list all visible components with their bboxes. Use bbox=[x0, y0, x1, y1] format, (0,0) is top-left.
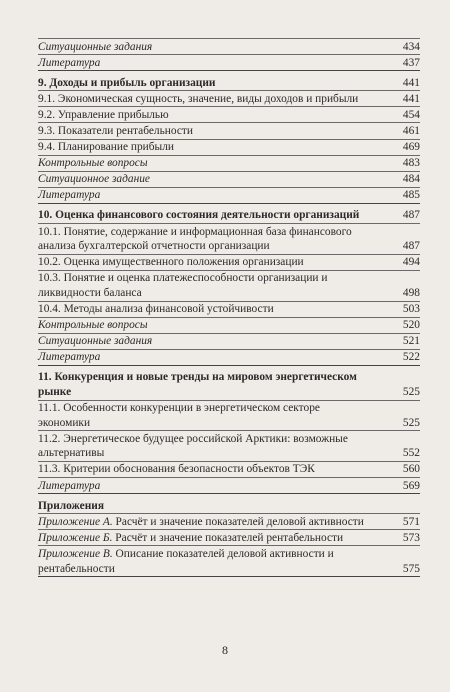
toc-entry-title: 10.2. Оценка имущественного положения организации bbox=[38, 256, 304, 269]
toc-entry-page: 484 bbox=[402, 173, 420, 186]
toc-entry bbox=[38, 156, 420, 172]
toc-entry-page: 487 bbox=[402, 240, 420, 253]
toc-entry bbox=[38, 188, 420, 204]
toc-entry-page: 521 bbox=[402, 335, 420, 348]
toc-entry-title: 9.1. Экономическая сущность, значение, виды доходов и прибыли bbox=[38, 92, 359, 105]
toc-entry-title: Приложение В. Описание показателей деловой активности и рентабельности bbox=[38, 547, 334, 575]
toc-entry bbox=[38, 478, 420, 494]
toc-entry-page: 498 bbox=[402, 286, 420, 299]
toc-entry-title: Литература bbox=[38, 351, 101, 364]
toc-entry-title: 10.4. Методы анализа финансовой устойчивости bbox=[38, 303, 274, 315]
toc-entry-title: Ситуационные задания bbox=[38, 40, 153, 53]
toc-entry bbox=[38, 401, 420, 432]
toc-entry bbox=[38, 107, 420, 123]
toc-entry bbox=[38, 55, 420, 71]
toc-entry-title: 9.3. Показатели рентабельности bbox=[38, 124, 193, 137]
toc-chapter-heading bbox=[38, 75, 420, 91]
toc-entry-title: Приложение А. Расчёт и значение показателей деловой активности bbox=[38, 515, 364, 528]
toc-entry-title: 11.2. Энергетическое будущее российской Арктики: возможные альтернативы bbox=[38, 432, 348, 460]
toc-entry bbox=[38, 255, 420, 271]
toc-entry bbox=[38, 350, 420, 366]
toc-entry-title: 10.3. Понятие и оценка платежеспособности организации и ликвидности баланса bbox=[38, 272, 328, 299]
toc-entry-page: 487 bbox=[402, 209, 420, 222]
toc-entry-page: 434 bbox=[402, 40, 420, 53]
toc-entry bbox=[38, 546, 420, 577]
page-number: 8 bbox=[222, 643, 228, 657]
toc-entry-title: 9.4. Планирование прибыли bbox=[38, 141, 174, 154]
toc-entry-title: 9.2. Управление прибылью bbox=[38, 108, 169, 121]
toc-entry bbox=[38, 530, 420, 546]
toc-entry-page: 569 bbox=[402, 479, 420, 492]
toc-entry-title: Литература bbox=[38, 479, 101, 492]
toc-entry-page: 454 bbox=[402, 108, 420, 121]
toc-entry-page: 483 bbox=[402, 157, 420, 170]
toc-entry-page: 522 bbox=[402, 351, 420, 364]
toc-entry-title: Приложения bbox=[38, 499, 105, 512]
toc-entry bbox=[38, 462, 420, 478]
toc-entry-page: 461 bbox=[402, 124, 420, 137]
toc-chapter-heading bbox=[38, 208, 420, 224]
toc-entry-title: Ситуационное задание bbox=[38, 173, 150, 186]
toc-entry bbox=[38, 318, 420, 334]
toc-entry-page: 573 bbox=[402, 531, 420, 544]
toc-entry-title: Контрольные вопросы bbox=[38, 319, 148, 332]
toc-chapter-heading bbox=[38, 498, 420, 514]
toc-entry-title: Литература bbox=[38, 56, 101, 69]
toc-entry-page: 525 bbox=[402, 416, 420, 429]
toc-entry bbox=[38, 172, 420, 188]
toc-entry-page: 485 bbox=[402, 189, 420, 202]
toc-entry-page: 469 bbox=[402, 141, 420, 154]
toc-entry-title: 11.1. Особенности конкуренции в энергетическом секторе экономики bbox=[38, 402, 320, 429]
toc-entry bbox=[38, 514, 420, 530]
toc-entry-title: 10. Оценка финансового состояния деятельности организаций bbox=[38, 209, 360, 222]
toc-entry-title: Контрольные вопросы bbox=[38, 157, 148, 170]
toc-entry-page: 441 bbox=[402, 92, 420, 105]
toc-entry-page: 494 bbox=[402, 256, 420, 269]
toc-entry-title: 10.1. Понятие, содержание и информационная база финансового анализа бухгалтерской отчетности организации bbox=[38, 225, 352, 253]
toc-entry-page: 441 bbox=[402, 76, 420, 89]
toc-entry-page: 575 bbox=[402, 562, 420, 575]
toc-entry-title: Приложение Б. Расчёт и значение показателей рентабельности bbox=[38, 531, 344, 544]
toc-entry-page: 503 bbox=[402, 303, 420, 315]
toc-entry-title: Ситуационные задания bbox=[38, 335, 153, 348]
toc-entry bbox=[38, 334, 420, 350]
toc-entry bbox=[38, 140, 420, 156]
toc-entry bbox=[38, 91, 420, 107]
toc-entry-page: 552 bbox=[402, 447, 420, 460]
toc-entry bbox=[38, 431, 420, 462]
toc-entry-page: 520 bbox=[402, 319, 420, 332]
toc-entry bbox=[38, 302, 420, 318]
toc-entry-page: 571 bbox=[402, 515, 420, 528]
toc-entry-title: 11.3. Критерии обоснования безопасности объектов ТЭК bbox=[38, 463, 315, 476]
toc-entry-title: 9. Доходы и прибыль организации bbox=[38, 76, 216, 89]
toc-entry-title: Литература bbox=[38, 189, 101, 202]
toc-entry-page: 437 bbox=[402, 56, 420, 69]
toc-entry bbox=[38, 271, 420, 302]
toc-entry bbox=[38, 224, 420, 255]
toc-entry-page: 525 bbox=[402, 385, 420, 398]
toc-entry bbox=[38, 123, 420, 139]
toc-entry bbox=[38, 39, 420, 55]
toc-chapter-heading bbox=[38, 370, 420, 401]
toc-entry-title: 11. Конкуренция и новые тренды на мировом энергетическом рынке bbox=[38, 371, 357, 398]
table-of-contents bbox=[38, 38, 420, 577]
toc-entry-page: 560 bbox=[402, 463, 420, 476]
